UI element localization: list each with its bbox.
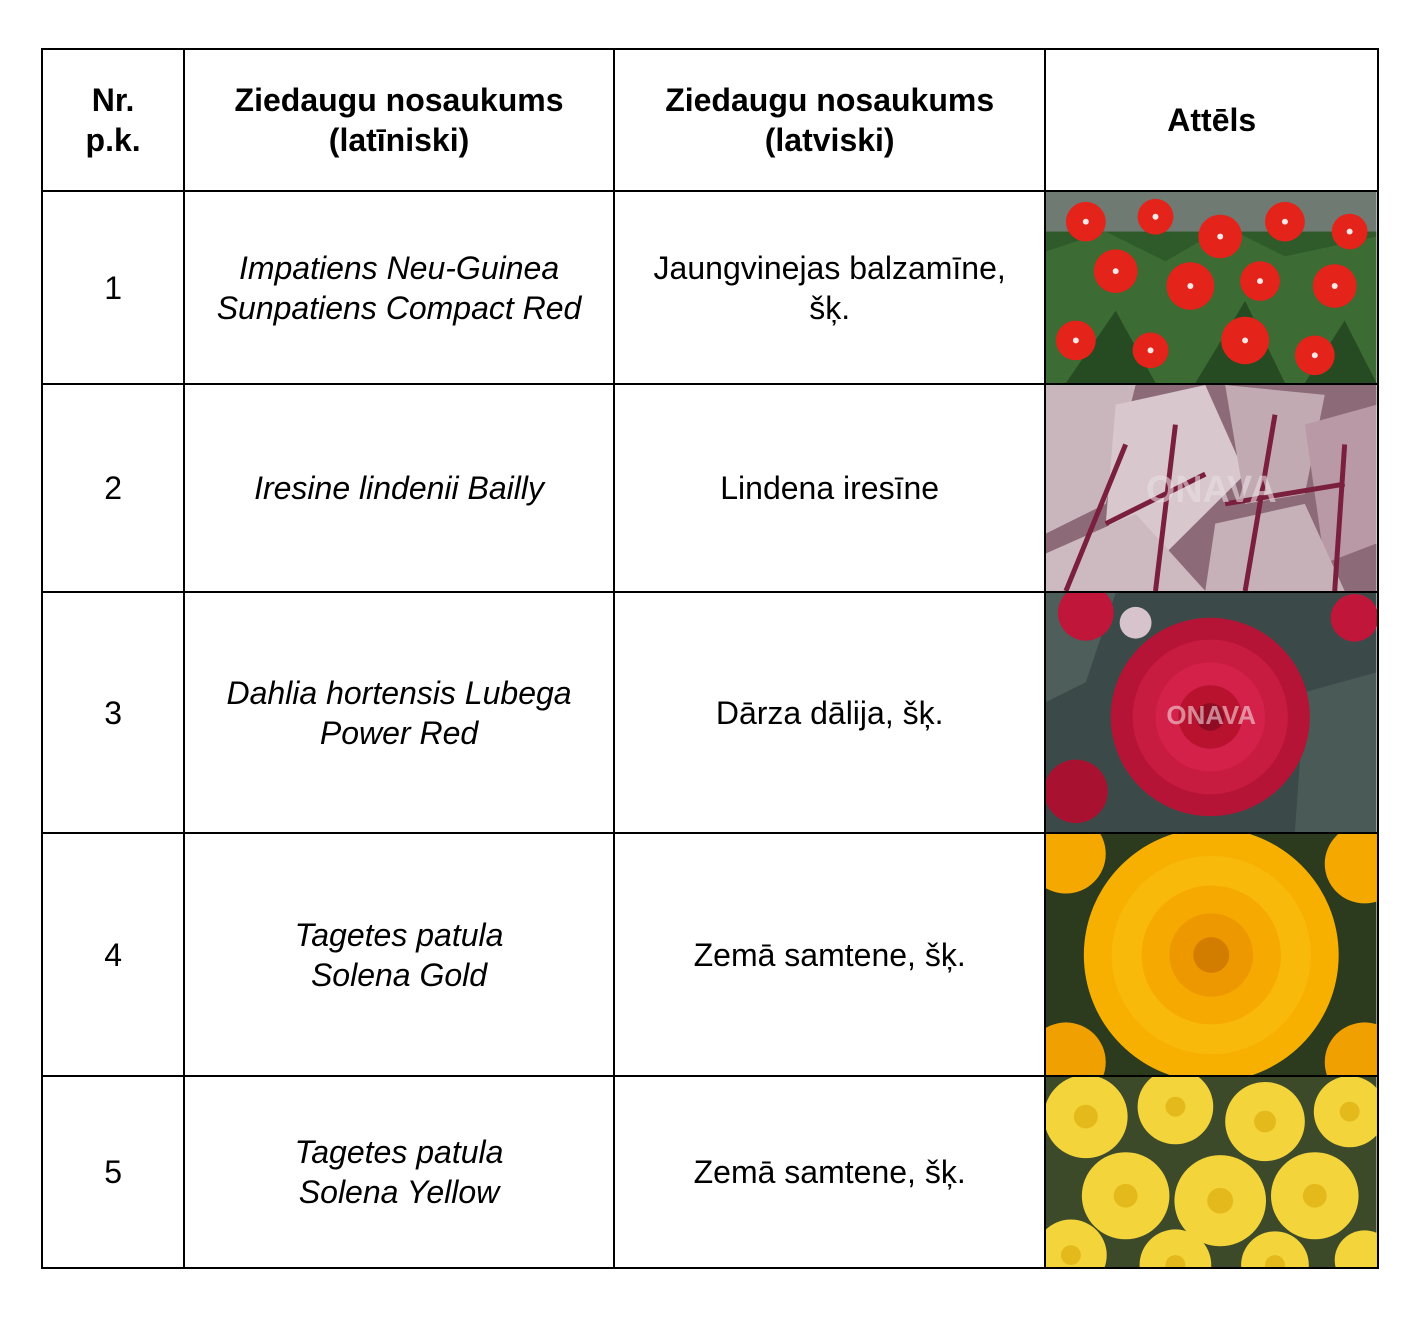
latin-name-line: Iresine lindenii Bailly bbox=[254, 470, 544, 506]
table-header-row bbox=[42, 49, 1378, 191]
latvian-name-line: Dārza dālija, šķ. bbox=[715, 694, 944, 731]
header-nr-line1: Nr. bbox=[91, 82, 135, 118]
header-latin-line1: Ziedaugu nosaukums bbox=[234, 82, 564, 118]
image-cell bbox=[1045, 1076, 1378, 1268]
row-number: 1 bbox=[42, 191, 184, 384]
latin-name-line: Dahlia hortensis Lubega bbox=[226, 674, 572, 711]
gold-marigold-photo bbox=[1046, 834, 1377, 1075]
latvian-name-line: Zemā samtene, šķ. bbox=[693, 936, 966, 973]
row-number: 2 bbox=[42, 384, 184, 592]
latvian-name-line: Jaungvinejas balzamīne, bbox=[653, 249, 1006, 286]
header-nr bbox=[42, 49, 184, 191]
watermark-text: ONAVA bbox=[1166, 701, 1257, 730]
table-row bbox=[42, 833, 1378, 1076]
latin-name-cell bbox=[184, 191, 614, 384]
row-number: 5 bbox=[42, 1076, 184, 1268]
latin-name-line: Tagetes patula bbox=[294, 1134, 504, 1170]
latin-name-line: Tagetes patula bbox=[294, 916, 504, 953]
header-nr-line2: p.k. bbox=[85, 122, 141, 158]
latin-name-cell bbox=[184, 1076, 614, 1268]
header-latin-name bbox=[184, 49, 614, 191]
header-latvian-name bbox=[614, 49, 1046, 191]
iresine-leaves-photo bbox=[1046, 385, 1377, 591]
latvian-name-cell bbox=[614, 833, 1046, 1076]
table-row bbox=[42, 191, 1378, 384]
red-impatiens-photo bbox=[1046, 192, 1377, 383]
latin-name-cell bbox=[184, 384, 614, 592]
image-cell bbox=[1045, 833, 1378, 1076]
plants-table bbox=[41, 48, 1379, 1269]
latin-name-cell bbox=[184, 592, 614, 833]
image-cell bbox=[1045, 384, 1378, 592]
latin-name-line: Power Red bbox=[319, 714, 479, 751]
latin-name-cell bbox=[184, 833, 614, 1076]
latin-name-line: Solena Gold bbox=[310, 956, 488, 993]
row-number: 4 bbox=[42, 833, 184, 1076]
row-number: 3 bbox=[42, 592, 184, 833]
latvian-name-cell bbox=[614, 384, 1046, 592]
header-latin-line2: (latīniski) bbox=[328, 122, 470, 158]
latvian-name-line: Zemā samtene, šķ. bbox=[693, 1154, 966, 1190]
header-image: Attēls bbox=[1045, 49, 1378, 191]
header-latvian-line1: Ziedaugu nosaukums bbox=[665, 82, 995, 118]
latvian-name-cell bbox=[614, 592, 1046, 833]
image-cell bbox=[1045, 592, 1378, 833]
header-latvian-line2: (latviski) bbox=[764, 122, 895, 158]
latin-name-line: Sunpatiens Compact Red bbox=[216, 289, 582, 326]
table-row bbox=[42, 384, 1378, 592]
latin-name-line: Impatiens Neu-Guinea bbox=[238, 249, 560, 286]
latvian-name-cell bbox=[614, 191, 1046, 384]
latvian-name-line: šķ. bbox=[809, 289, 851, 326]
latin-name-line: Solena Yellow bbox=[298, 1174, 500, 1210]
yellow-marigold-photo bbox=[1046, 1077, 1377, 1267]
watermark-text: ONAVA bbox=[1146, 467, 1278, 510]
red-dahlia-photo bbox=[1046, 593, 1377, 832]
table-row bbox=[42, 1076, 1378, 1268]
latvian-name-line: Lindena iresīne bbox=[720, 470, 940, 506]
table-row bbox=[42, 592, 1378, 833]
latvian-name-cell bbox=[614, 1076, 1046, 1268]
image-cell bbox=[1045, 191, 1378, 384]
